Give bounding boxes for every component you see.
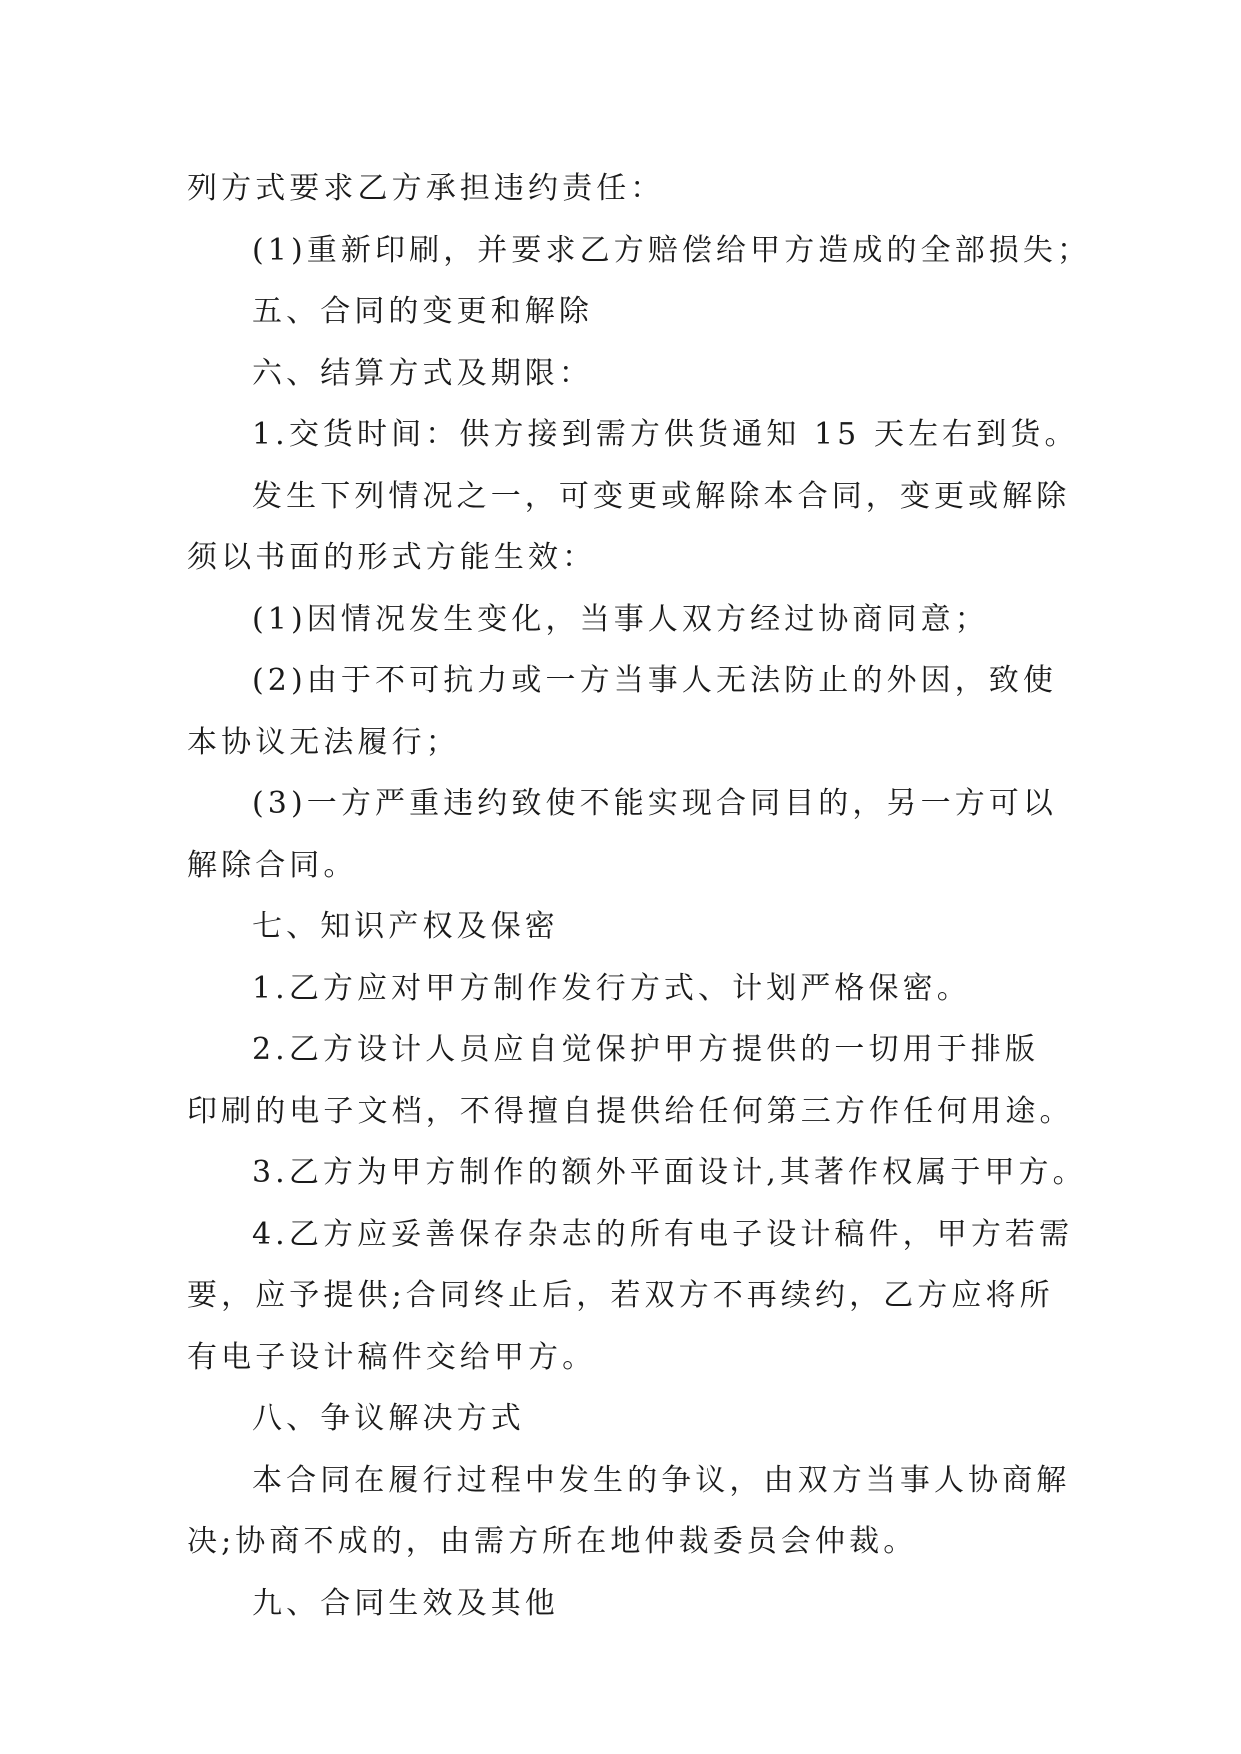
text-line: 本合同在履行过程中发生的争议，由双方当事人协商解	[252, 1462, 1071, 1498]
text-line: 须以书面的形式方能生效：	[187, 540, 597, 575]
text-line: 2.乙方设计人员应自觉保护甲方提供的一切用于排版	[252, 1032, 1040, 1067]
text-line: 印刷的电子文档，不得擅自提供给任何第三方作任何用途。	[187, 1093, 1074, 1129]
text-line: 发生下列情况之一，可变更或解除本合同，变更或解除	[252, 478, 1071, 514]
text-line: 本协议无法履行；	[187, 724, 460, 760]
section-heading: 六、结算方式及期限：	[252, 355, 593, 391]
text-line: 列方式要求乙方承担违约责任：	[187, 171, 665, 206]
text-line: 1.乙方应对甲方制作发行方式、计划严格保密。	[252, 970, 971, 1006]
text-line: 4.乙方应妥善保存杂志的所有电子设计稿件，甲方若需	[252, 1216, 1074, 1252]
section-heading: 九、合同生效及其他	[252, 1585, 559, 1621]
section-heading: 八、争议解决方式	[252, 1401, 525, 1436]
document-body	[187, 158, 1092, 1634]
section-heading: 七、知识产权及保密	[252, 909, 559, 944]
text-line: (1)重新印刷，并要求乙方赔偿给甲方造成的全部损失；	[252, 232, 1092, 268]
text-line: 解除合同。	[187, 847, 358, 883]
text-line: (3)一方严重违约致使不能实现合同目的，另一方可以	[252, 786, 1057, 821]
text-line: (1)因情况发生变化，当事人双方经过协商同意；	[252, 601, 989, 637]
text-line: 决;协商不成的，由需方所在地仲裁委员会仲裁。	[187, 1524, 918, 1559]
section-heading: 五、合同的变更和解除	[252, 294, 593, 329]
text-line: 要，应予提供;合同终止后，若双方不再续约，乙方应将所	[187, 1278, 1054, 1313]
text-line: 1.交货时间：供方接到需方供货通知 15 天左右到货。	[252, 417, 1079, 452]
text-line: 3.乙方为甲方制作的额外平面设计,其著作权属于甲方。	[252, 1155, 1087, 1190]
text-line: (2)由于不可抗力或一方当事人无法防止的外因，致使	[252, 663, 1057, 698]
text-line: 有电子设计稿件交给甲方。	[187, 1339, 597, 1375]
